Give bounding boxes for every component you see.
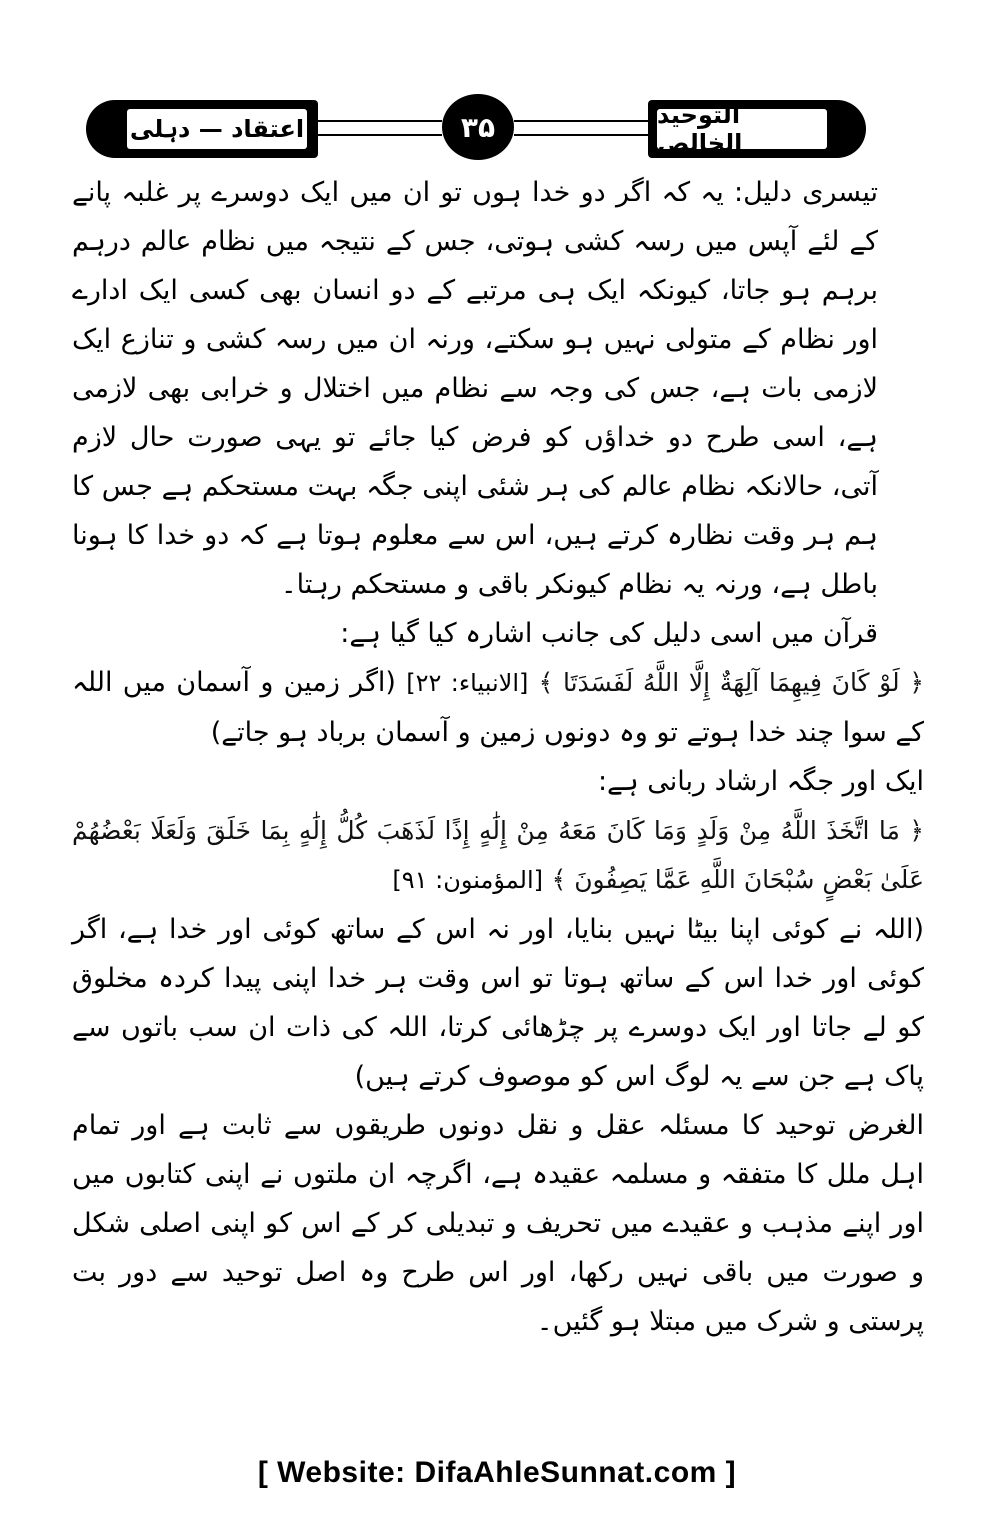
verse-muminun: ﴿ مَا اتَّخَذَ اللَّهُ مِنْ وَلَدٍ وَمَا كَانَ مَعَهُ مِنْ إِلَٰهٍ إِذًا لَذَهَبَ كُلُّ إِلَٰهٍ بِمَا خَلَقَ وَلَعَلَا بَعْضُهُمْ عَلَىٰ بَعْضٍ سُبْحَانَ اللَّهِ عَمَّا يَصِفُونَ ﴾ <box>72 816 924 894</box>
paragraph-another-verse-intro: ایک اور جگہ ارشاد ربانی ہے: <box>597 766 924 797</box>
header-rule-left-top <box>318 120 442 122</box>
header-rule-left-bottom <box>318 134 442 136</box>
header-left-label <box>86 100 318 158</box>
verse-anbiya-reference: [الانبیاء: ۲۲] <box>406 669 529 697</box>
verse-anbiya: ﴿ لَوْ كَانَ فِيهِمَا آلِهَةٌ إِلَّا اللَّهُ لَفَسَدَتَا ﴾ <box>538 668 924 697</box>
page-header <box>86 94 866 164</box>
header-rule-right-top <box>514 120 648 122</box>
verse-block-muminun <box>72 806 924 905</box>
website-footer: [ Website: DifaAhleSunnat.com ] <box>257 1456 737 1489</box>
header-right-label <box>648 100 866 158</box>
paragraph-quran-intro: قرآن میں اسی دلیل کی جانب اشارہ کیا گیا ہے: <box>340 618 878 649</box>
verse-muminun-translation: (اللہ نے کوئی اپنا بیٹا نہیں بنایا، اور نہ اس کے ساتھ کوئی اور خدا ہے، اگر کوئی اور خدا اس کے ساتھ ہوتا تو اس وقت ہر خدا اپنی پیدا کردہ مخلوق کو لے جاتا اور ایک دوسرے پر چڑھائی کرتا، اللہ کی ذات ان سب باتوں سے پاک ہے جن سے یہ لوگ اس کو موصوف کرتے ہیں) <box>72 914 924 1092</box>
header-left-title: اعتقاد — دہلی <box>127 109 307 149</box>
paragraph-third-proof: تیسری دلیل: یہ کہ اگر دو خدا ہوں تو ان میں ایک دوسرے پر غلبہ پانے کے لئے آپس میں رسہ کشی ہوتی، جس کے نتیجہ میں نظام عالم درہم برہم ہو جاتا، کیونکہ ایک ہی مرتبے کے دو انسان بھی کسی ایک ادارے اور نظام کے متولی نہیں ہو سکتے، ورنہ ان میں رسہ کشی و تنازع ایک لازمی بات ہے، جس کی وجہ سے نظام میں اختلال و خرابی بھی لازمی ہے، اسی طرح دو خداؤں کو فرض کیا جائے تو یہی صورت حال لازم آتی، حالانکہ نظام عالم کی ہر شئی اپنی جگہ بہت مستحکم ہے جس کا ہم ہر وقت نظارہ کرتے ہیں، اس سے معلوم ہوتا ہے کہ دو خدا کا ہونا باطل ہے، ورنہ یہ نظام کیونکر باقی و مستحکم رہتا۔ <box>72 177 878 600</box>
page-body <box>72 168 924 1346</box>
page-number: ۳۵ <box>442 94 514 160</box>
header-rule-right-bottom <box>514 134 648 136</box>
verse-anbiya-translation: (اگر زمین و آسمان میں اللہ کے سوا چند خدا ہوتے تو وہ دونوں زمین و آسمان برباد ہو جاتے) <box>72 667 924 748</box>
verse-muminun-reference: [المؤمنون: ۹۱] <box>392 866 543 894</box>
verse-block-anbiya <box>72 658 924 757</box>
header-right-title: التوحید الخالص <box>657 109 827 149</box>
paragraph-conclusion: الغرض توحید کا مسئلہ عقل و نقل دونوں طریقوں سے ثابت ہے اور تمام اہل ملل کا متفقہ و مسلمہ عقیدہ ہے، اگرچہ ان ملتوں نے اپنی کتابوں میں اور اپنے مذہب و عقیدے میں تحریف و تبدیلی کر کے اس کو اپنی اصلی شکل و صورت میں باقی نہیں رکھا، اور اس طرح وہ اصل توحید سے دور بت پرستی و شرک میں مبتلا ہو گئیں۔ <box>72 1110 924 1337</box>
